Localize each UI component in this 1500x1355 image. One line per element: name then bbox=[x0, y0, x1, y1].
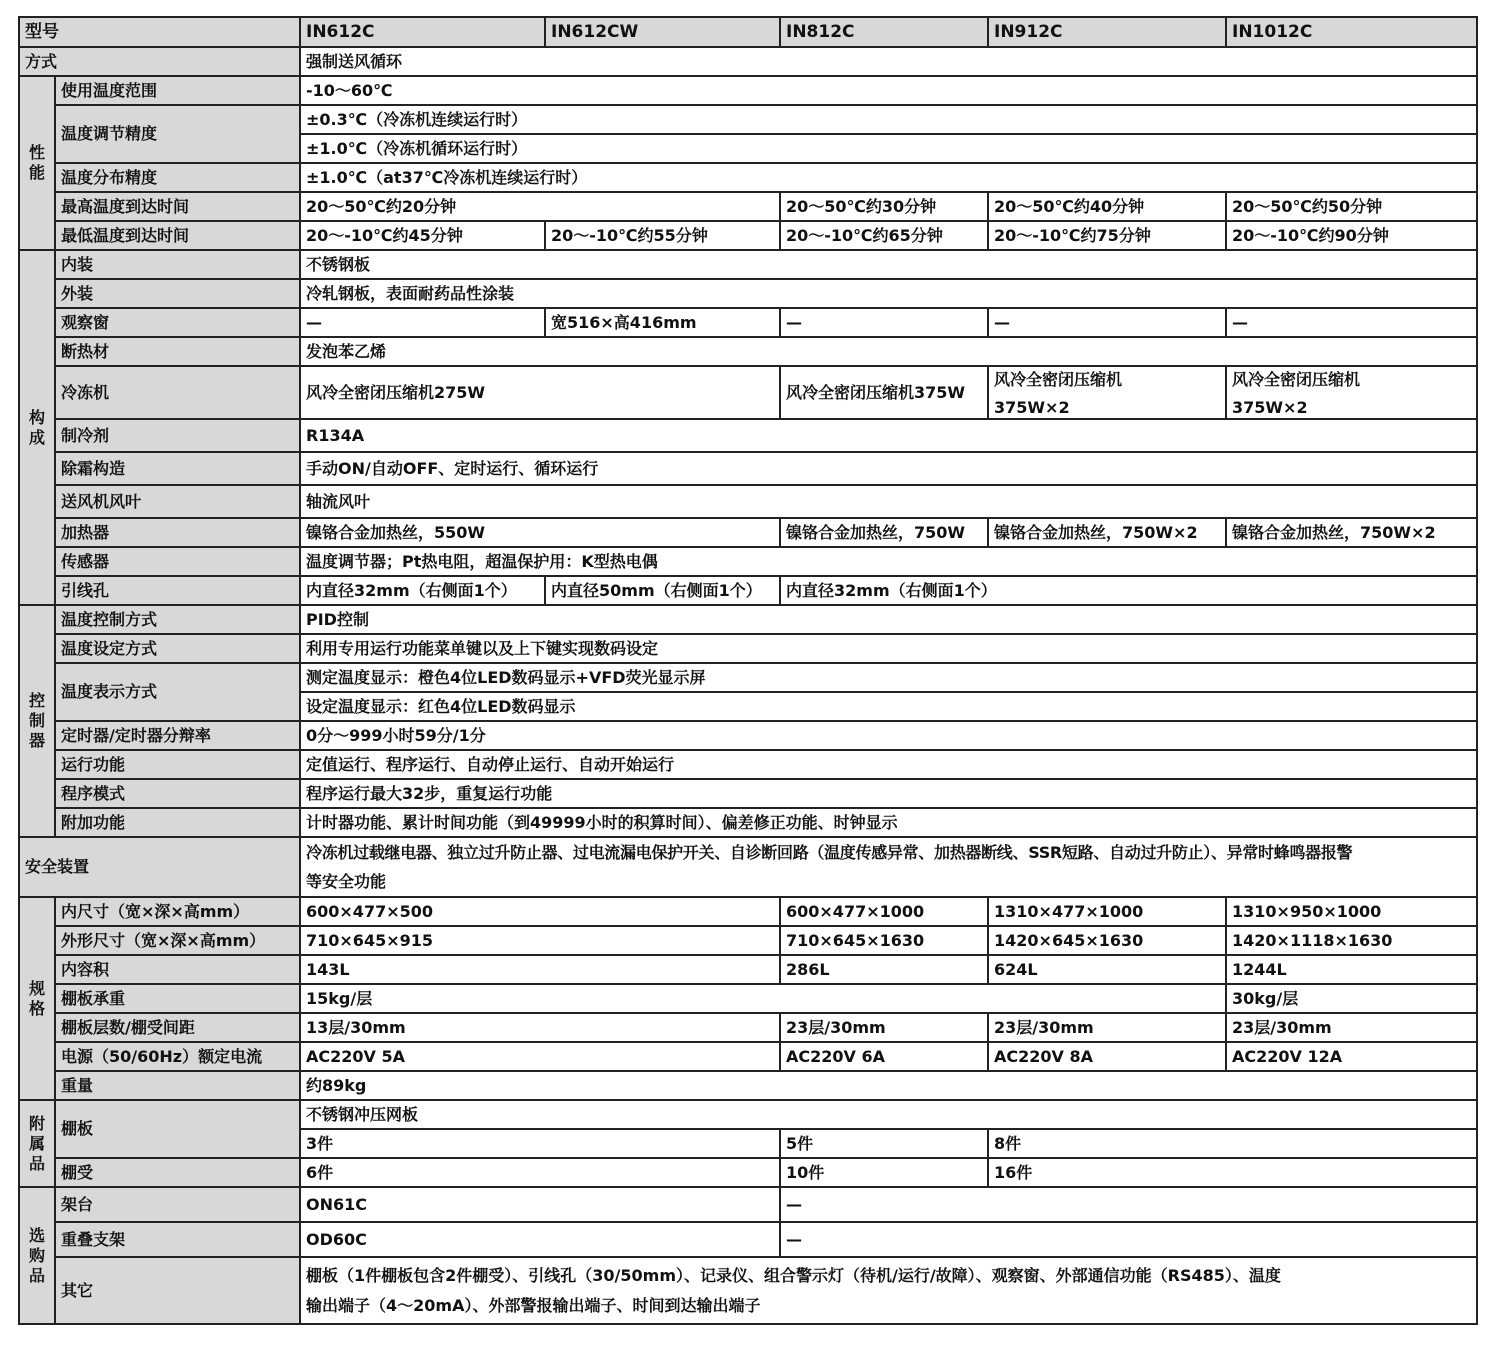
volume-value: 1244L bbox=[1226, 955, 1477, 984]
program-value: 程序运行最大32步，重复运行功能 bbox=[300, 779, 1477, 808]
power-value: AC220V 8A bbox=[988, 1042, 1226, 1071]
power-value: AC220V 12A bbox=[1226, 1042, 1477, 1071]
header-model-1: IN612C bbox=[300, 17, 545, 47]
control-method-label: 温度控制方式 bbox=[55, 605, 300, 634]
timer-row bbox=[19, 721, 1477, 750]
stand-value: — bbox=[780, 1187, 1477, 1222]
refrigerator-line: 风冷全密闭压缩机 bbox=[994, 370, 1123, 389]
control-method-value: PID控制 bbox=[300, 605, 1477, 634]
refrigerator-line: 风冷全密闭压缩机 bbox=[1232, 370, 1361, 389]
volume-value: 624L bbox=[988, 955, 1226, 984]
max-time-value: 20～50℃约40分钟 bbox=[988, 192, 1226, 221]
group-char: 品 bbox=[28, 1153, 45, 1173]
display-value-2: 设定温度显示：红色4位LED数码显示 bbox=[300, 692, 1477, 721]
group-char: 性 bbox=[28, 143, 45, 162]
defrost-label: 除霜构造 bbox=[55, 452, 300, 485]
fan-value: 轴流风叶 bbox=[300, 485, 1477, 518]
shelf-support-count: 6件 bbox=[300, 1158, 780, 1187]
inner-size-label: 内尺寸（宽×深×高mm） bbox=[55, 897, 300, 926]
outer-size-value: 710×645×1630 bbox=[780, 926, 988, 955]
group-char: 品 bbox=[28, 1265, 45, 1285]
header-model-3: IN812C bbox=[780, 17, 988, 47]
max-time-label: 最高温度到达时间 bbox=[55, 192, 300, 221]
operation-row bbox=[19, 750, 1477, 779]
stack-value: — bbox=[780, 1222, 1477, 1257]
operation-label: 运行功能 bbox=[55, 750, 300, 779]
weight-row bbox=[19, 1071, 1477, 1100]
refrigerator-value bbox=[1226, 366, 1477, 419]
defrost-row bbox=[19, 452, 1477, 485]
group-options bbox=[19, 1187, 55, 1324]
group-controller bbox=[19, 605, 55, 837]
heater-value: 镍铬合金加热丝，750W×2 bbox=[1226, 518, 1477, 547]
min-time-row bbox=[19, 221, 1477, 250]
shelf-value: 不锈钢冲压网板 bbox=[300, 1100, 1477, 1129]
inner-size-value: 600×477×1000 bbox=[780, 897, 988, 926]
refrigerant-label: 制冷剂 bbox=[55, 419, 300, 452]
display-row bbox=[19, 663, 1477, 692]
other-label: 其它 bbox=[55, 1257, 300, 1324]
group-char: 能 bbox=[28, 163, 45, 182]
window-value: — bbox=[988, 308, 1226, 337]
shelf-support-count: 16件 bbox=[988, 1158, 1477, 1187]
cable-hole-value: 内直径32mm（右侧面1个） bbox=[780, 576, 1477, 605]
extra-row bbox=[19, 808, 1477, 837]
display-value-1: 测定温度显示：橙色4位LED数码显示+VFD荧光显示屏 bbox=[300, 663, 1477, 692]
fan-row bbox=[19, 485, 1477, 518]
max-time-value: 20～50℃约50分钟 bbox=[1226, 192, 1477, 221]
shelf-count-value: 23层/30mm bbox=[988, 1013, 1226, 1042]
sensor-value: 温度调节器；Pt热电阻，超温保护用：K型热电偶 bbox=[300, 547, 1477, 576]
temp-precision-value-1: ±0.3℃（冷冻机连续运行时） bbox=[300, 105, 1477, 134]
group-char: 购 bbox=[28, 1245, 45, 1265]
shelf-load-value: 30kg/层 bbox=[1226, 984, 1477, 1013]
other-row bbox=[19, 1257, 1477, 1324]
group-char: 控 bbox=[28, 691, 45, 710]
min-time-value: 20～-10℃约55分钟 bbox=[545, 221, 780, 250]
sensor-row bbox=[19, 547, 1477, 576]
other-value bbox=[300, 1257, 1477, 1324]
refrigerator-value: 风冷全密闭压缩机275W bbox=[300, 366, 780, 419]
program-row bbox=[19, 779, 1477, 808]
insulation-row bbox=[19, 337, 1477, 366]
window-value: — bbox=[1226, 308, 1477, 337]
refrigerator-value: 风冷全密闭压缩机375W bbox=[780, 366, 988, 419]
outer-size-label: 外形尺寸（宽×深×高mm） bbox=[55, 926, 300, 955]
shelf-count-value: 23层/30mm bbox=[1226, 1013, 1477, 1042]
temp-precision-label: 温度调节精度 bbox=[55, 105, 300, 163]
heater-value: 镍铬合金加热丝，750W×2 bbox=[988, 518, 1226, 547]
interior-label: 内装 bbox=[55, 250, 300, 279]
exterior-row bbox=[19, 279, 1477, 308]
exterior-label: 外装 bbox=[55, 279, 300, 308]
timer-value: 0分～999小时59分/1分 bbox=[300, 721, 1477, 750]
volume-value: 286L bbox=[780, 955, 988, 984]
cable-hole-value: 内直径50mm（右侧面1个） bbox=[545, 576, 780, 605]
other-line: 输出端子（4～20mA）、外部警报输出端子、时间到达输出端子 bbox=[306, 1295, 761, 1315]
outer-size-value: 1420×645×1630 bbox=[988, 926, 1226, 955]
group-char: 属 bbox=[28, 1133, 45, 1153]
insulation-value: 发泡苯乙烯 bbox=[300, 337, 1477, 366]
interior-row bbox=[19, 250, 1477, 279]
group-char: 成 bbox=[28, 427, 45, 447]
min-time-value: 20～-10℃约65分钟 bbox=[780, 221, 988, 250]
extra-value: 计时器功能、累计时间功能（到49999小时的积算时间）、偏差修正功能、时钟显示 bbox=[300, 808, 1477, 837]
setting-method-row bbox=[19, 634, 1477, 663]
max-time-row bbox=[19, 192, 1477, 221]
heater-label: 加热器 bbox=[55, 518, 300, 547]
group-char: 制 bbox=[28, 711, 45, 730]
min-time-value: 20～-10℃约75分钟 bbox=[988, 221, 1226, 250]
power-value: AC220V 5A bbox=[300, 1042, 780, 1071]
group-accessories bbox=[19, 1100, 55, 1187]
inner-size-row bbox=[19, 897, 1477, 926]
outer-size-value: 710×645×915 bbox=[300, 926, 780, 955]
method-label: 方式 bbox=[19, 47, 300, 76]
volume-value: 143L bbox=[300, 955, 780, 984]
shelf-count-value: 23层/30mm bbox=[780, 1013, 988, 1042]
safety-row bbox=[19, 837, 1477, 897]
weight-value: 约89kg bbox=[300, 1071, 1477, 1100]
shelf-count-label: 棚板层数/棚受间距 bbox=[55, 1013, 300, 1042]
shelf-row bbox=[19, 1100, 1477, 1129]
stack-label: 重叠支架 bbox=[55, 1222, 300, 1257]
temp-distribution-row bbox=[19, 163, 1477, 192]
temp-range-label: 使用温度范围 bbox=[55, 76, 300, 105]
extra-label: 附加功能 bbox=[55, 808, 300, 837]
volume-row bbox=[19, 955, 1477, 984]
shelf-support-label: 棚受 bbox=[55, 1158, 300, 1187]
shelf-support-row bbox=[19, 1158, 1477, 1187]
window-row bbox=[19, 308, 1477, 337]
stack-row bbox=[19, 1222, 1477, 1257]
shelf-count-value: 13层/30mm bbox=[300, 1013, 780, 1042]
group-char: 附 bbox=[28, 1113, 45, 1133]
control-method-row bbox=[19, 605, 1477, 634]
shelf-label: 棚板 bbox=[55, 1100, 300, 1158]
window-value: — bbox=[300, 308, 545, 337]
header-row bbox=[19, 17, 1477, 47]
stand-row bbox=[19, 1187, 1477, 1222]
inner-size-value: 600×477×500 bbox=[300, 897, 780, 926]
inner-size-value: 1310×950×1000 bbox=[1226, 897, 1477, 926]
inner-size-value: 1310×477×1000 bbox=[988, 897, 1226, 926]
refrigerator-row bbox=[19, 366, 1477, 419]
min-time-value: 20～-10℃约45分钟 bbox=[300, 221, 545, 250]
interior-value: 不锈钢板 bbox=[300, 250, 1477, 279]
timer-label: 定时器/定时器分辩率 bbox=[55, 721, 300, 750]
operation-value: 定值运行、程序运行、自动停止运行、自动开始运行 bbox=[300, 750, 1477, 779]
group-construction bbox=[19, 250, 55, 605]
refrigerant-row bbox=[19, 419, 1477, 452]
group-char: 选 bbox=[28, 1225, 45, 1245]
refrigerator-line: 375W×2 bbox=[1232, 398, 1308, 417]
temp-distribution-label: 温度分布精度 bbox=[55, 163, 300, 192]
method-row bbox=[19, 47, 1477, 76]
safety-line: 冷冻机过载继电器、独立过升防止器、过电流漏电保护开关、自诊断回路（温度传感异常、加热器断线、SSR短路、自动过升防止）、异常时蜂鸣器报警 bbox=[306, 843, 1353, 862]
safety-line: 等安全功能 bbox=[306, 872, 387, 891]
weight-label: 重量 bbox=[55, 1071, 300, 1100]
temp-distribution-value: ±1.0℃（at37℃冷冻机连续运行时） bbox=[300, 163, 1477, 192]
safety-label: 安全装置 bbox=[19, 837, 300, 897]
stand-value: ON61C bbox=[300, 1187, 780, 1222]
window-label: 观察窗 bbox=[55, 308, 300, 337]
shelf-count-row bbox=[19, 1013, 1477, 1042]
other-line: 棚板（1件棚板包含2件棚受）、引线孔（30/50mm）、记录仪、组合警示灯（待机/运行/故障）、观察窗、外部通信功能（RS485）、温度 bbox=[306, 1265, 1281, 1285]
setting-method-label: 温度设定方式 bbox=[55, 634, 300, 663]
temp-range-value: -10～60℃ bbox=[300, 76, 1477, 105]
min-time-value: 20～-10℃约90分钟 bbox=[1226, 221, 1477, 250]
shelf-accessory-count: 5件 bbox=[780, 1129, 988, 1158]
header-model-5: IN1012C bbox=[1226, 17, 1477, 47]
max-time-value: 20～50℃约30分钟 bbox=[780, 192, 988, 221]
group-char: 构 bbox=[28, 407, 45, 427]
heater-value: 镍铬合金加热丝，750W bbox=[780, 518, 988, 547]
stand-label: 架台 bbox=[55, 1187, 300, 1222]
cable-hole-value: 内直径32mm（右侧面1个） bbox=[300, 576, 545, 605]
group-performance bbox=[19, 76, 55, 250]
heater-value: 镍铬合金加热丝，550W bbox=[300, 518, 780, 547]
group-specs bbox=[19, 897, 55, 1100]
outer-size-value: 1420×1118×1630 bbox=[1226, 926, 1477, 955]
max-time-value: 20～50℃约20分钟 bbox=[300, 192, 780, 221]
outer-size-row bbox=[19, 926, 1477, 955]
refrigerant-value: R134A bbox=[300, 419, 1477, 452]
power-row bbox=[19, 1042, 1477, 1071]
insulation-label: 断热材 bbox=[55, 337, 300, 366]
shelf-support-count: 10件 bbox=[780, 1158, 988, 1187]
shelf-accessory-count: 8件 bbox=[988, 1129, 1477, 1158]
refrigerator-line: 375W×2 bbox=[994, 398, 1070, 417]
program-label: 程序模式 bbox=[55, 779, 300, 808]
shelf-load-value: 15kg/层 bbox=[300, 984, 1226, 1013]
group-char: 格 bbox=[28, 998, 45, 1018]
stack-value: OD60C bbox=[300, 1222, 780, 1257]
setting-method-value: 利用专用运行功能菜单键以及上下键实现数码设定 bbox=[300, 634, 1477, 663]
window-value: — bbox=[780, 308, 988, 337]
header-model-4: IN912C bbox=[988, 17, 1226, 47]
fan-label: 送风机风叶 bbox=[55, 485, 300, 518]
exterior-value: 冷轧钢板，表面耐药品性涂装 bbox=[300, 279, 1477, 308]
min-time-label: 最低温度到达时间 bbox=[55, 221, 300, 250]
display-label: 温度表示方式 bbox=[55, 663, 300, 721]
method-value: 强制送风循环 bbox=[300, 47, 1477, 76]
volume-label: 内容积 bbox=[55, 955, 300, 984]
safety-value bbox=[300, 837, 1477, 897]
group-char: 规 bbox=[28, 978, 45, 998]
header-model-2: IN612CW bbox=[545, 17, 780, 47]
power-value: AC220V 6A bbox=[780, 1042, 988, 1071]
temp-precision-row bbox=[19, 105, 1477, 134]
refrigerator-value bbox=[988, 366, 1226, 419]
header-model-label: 型号 bbox=[19, 17, 300, 47]
group-char: 器 bbox=[28, 731, 45, 750]
temp-range-row bbox=[19, 76, 1477, 105]
window-value: 宽516×高416mm bbox=[545, 308, 780, 337]
spec-table bbox=[18, 16, 1478, 1325]
sensor-label: 传感器 bbox=[55, 547, 300, 576]
power-label: 电源（50/60Hz）额定电流 bbox=[55, 1042, 300, 1071]
temp-precision-value-2: ±1.0℃（冷冻机循环运行时） bbox=[300, 134, 1477, 163]
defrost-value: 手动ON/自动OFF、定时运行、循环运行 bbox=[300, 452, 1477, 485]
shelf-load-row bbox=[19, 984, 1477, 1013]
cable-hole-row bbox=[19, 576, 1477, 605]
heater-row bbox=[19, 518, 1477, 547]
refrigerator-label: 冷冻机 bbox=[55, 366, 300, 419]
cable-hole-label: 引线孔 bbox=[55, 576, 300, 605]
shelf-accessory-count: 3件 bbox=[300, 1129, 780, 1158]
shelf-load-label: 棚板承重 bbox=[55, 984, 300, 1013]
